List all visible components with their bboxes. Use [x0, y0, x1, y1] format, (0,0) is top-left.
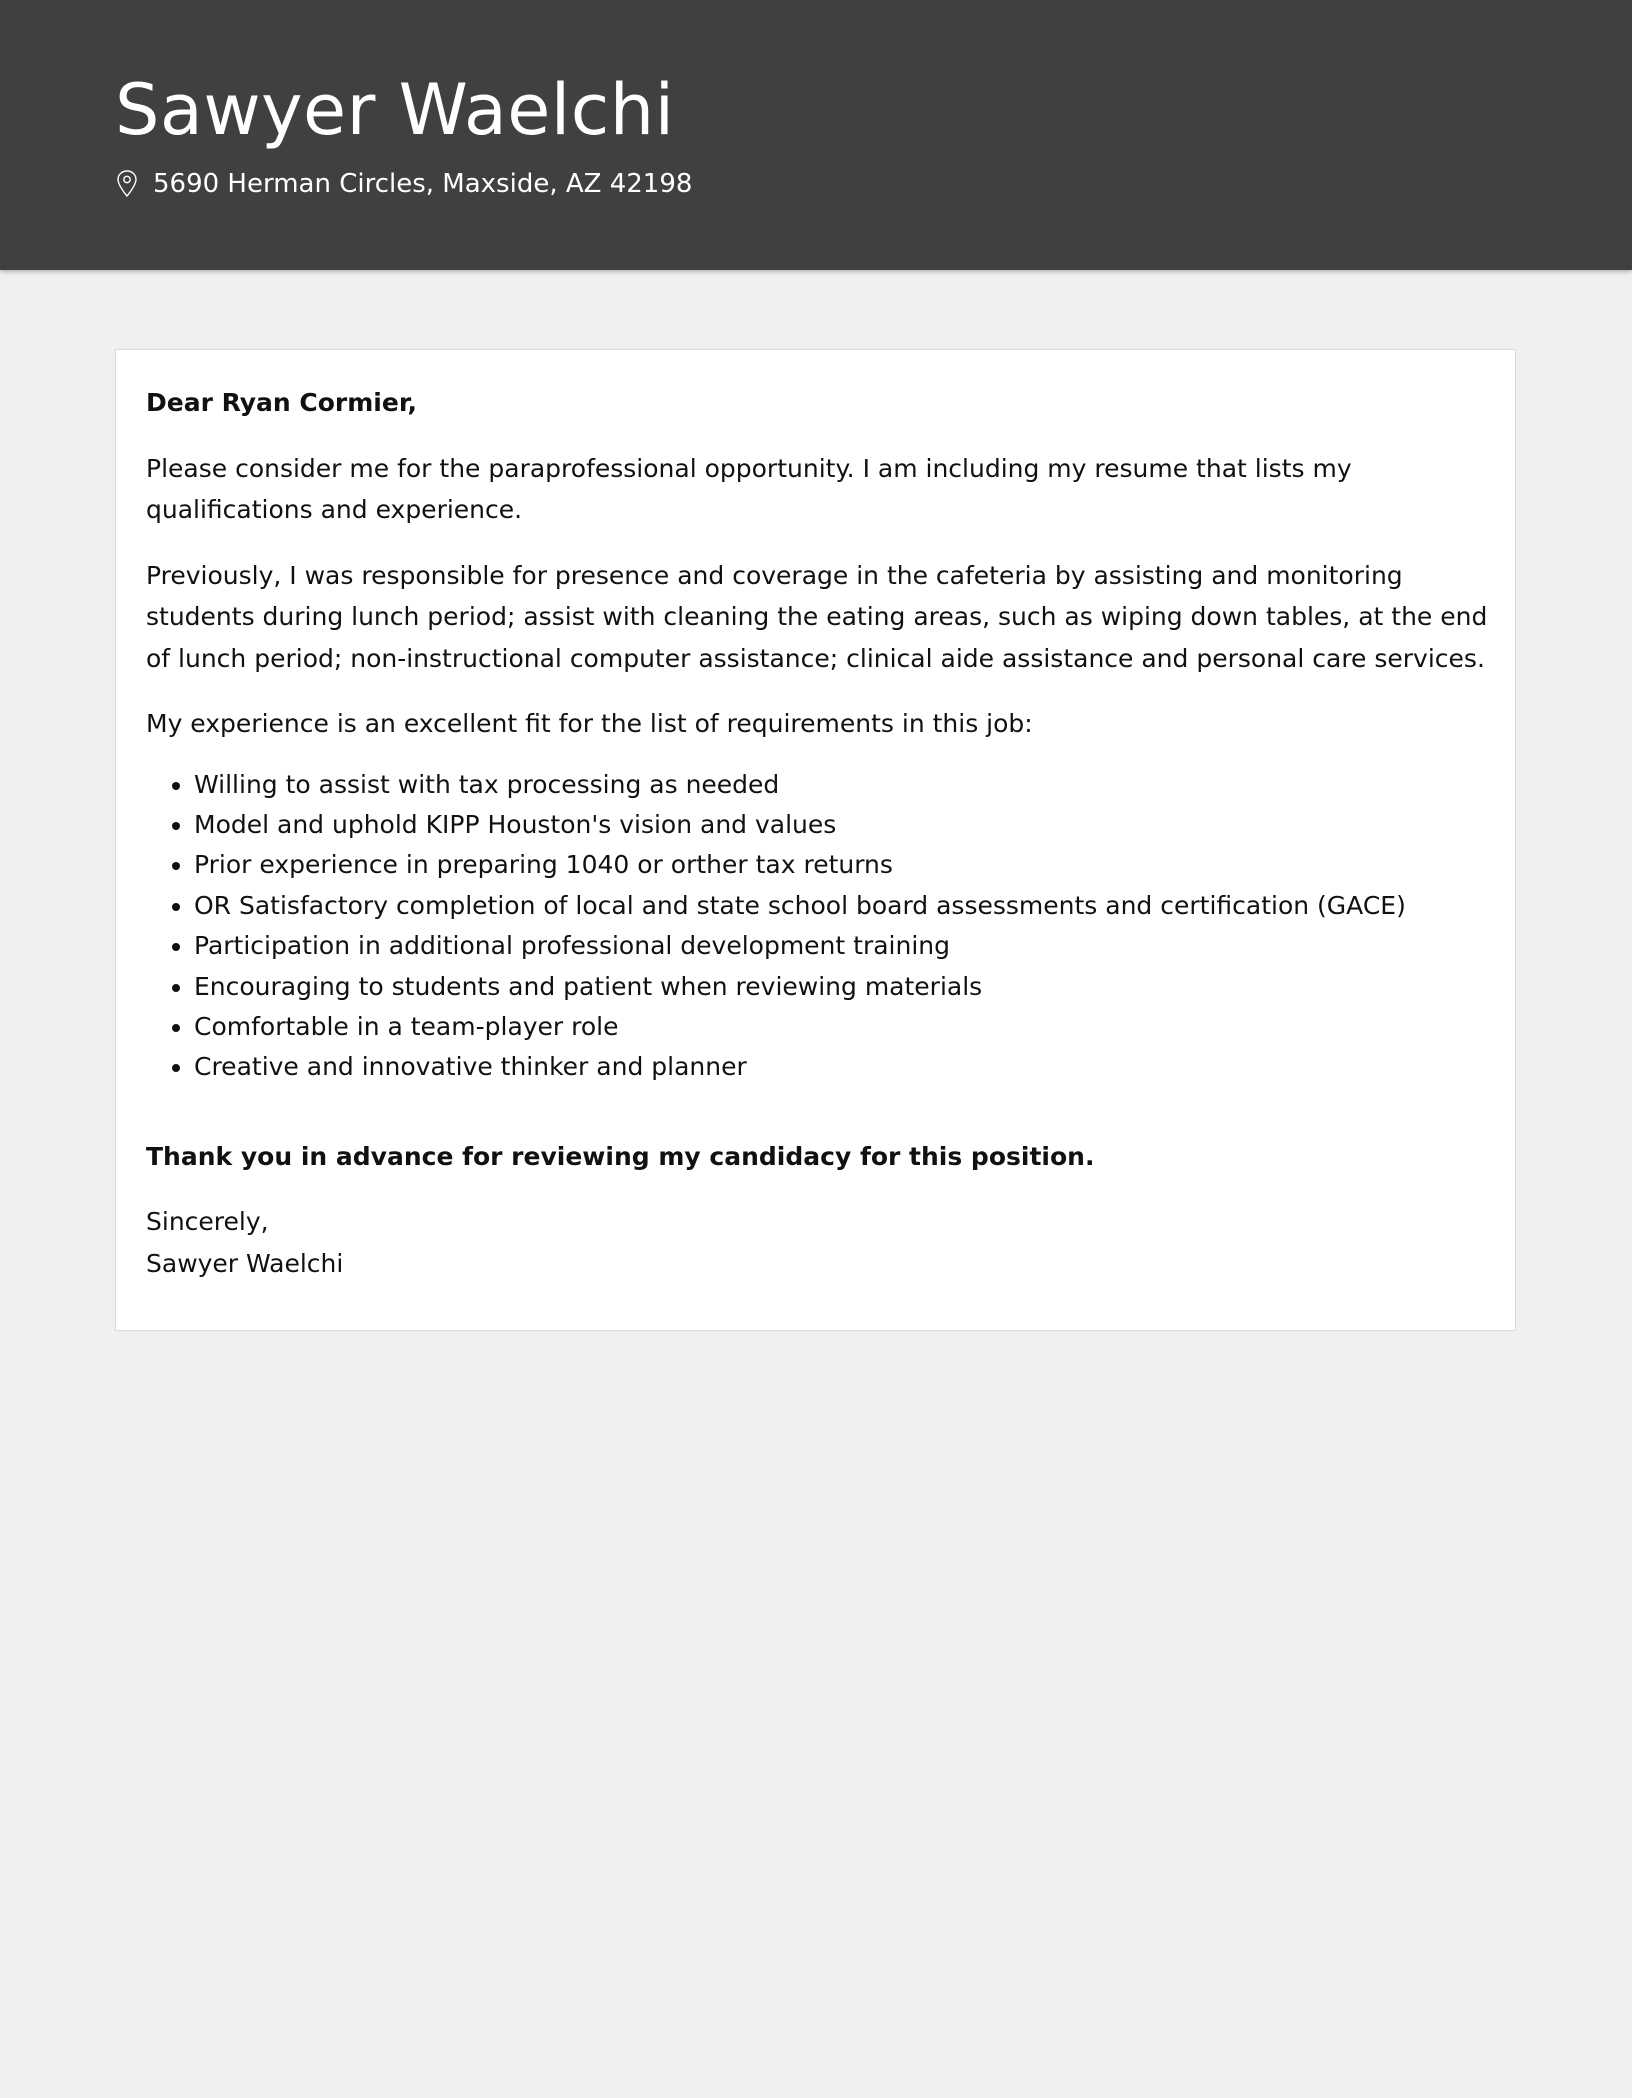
applicant-name: Sawyer Waelchi [115, 69, 675, 151]
list-item: • Prior experience in preparing 1040 or orther tax returns [194, 845, 1496, 885]
intro-paragraph: Please consider me for the paraprofessional opportunity. I am including my resume that lists my qualifications and experience. [146, 453, 1352, 524]
requirements-intro: My experience is an excellent fit for the list of requirements in this job: [146, 709, 1033, 738]
address-row [115, 166, 692, 202]
list-item: • Encouraging to students and patient when reviewing materials [194, 967, 1496, 1007]
list-item: • Model and uphold KIPP Houston's vision and values [194, 805, 1496, 845]
signoff-text: Sincerely, [146, 1207, 269, 1237]
requirements-list [146, 765, 1496, 1088]
list-item: • OR Satisfactory completion of local and state school board assessments and certification (GACE) [194, 886, 1496, 926]
signoff-block [146, 1201, 1496, 1284]
address-text: 5690 Herman Circles, Maxside, AZ 42198 [153, 169, 693, 199]
cover-letter-card [115, 349, 1516, 1331]
list-item: • Participation in additional professional development training [194, 926, 1496, 966]
signature-name: Sawyer Waelchi [146, 1248, 344, 1278]
closing-line: Thank you in advance for reviewing my candidacy for this position. [146, 1141, 1095, 1171]
experience-paragraph: Previously, I was responsible for presence and coverage in the cafeteria by assisting and monitoring students during lunch period; assist with cleaning the eating areas, such as wiping down tables, at the end of lunch period; non-instructional computer assistance; clinical aide assistance and personal care services. [146, 560, 1488, 673]
salutation: Dear Ryan Cormier, [146, 388, 417, 417]
list-item: • Comfortable in a team-player role [194, 1007, 1496, 1047]
list-item: • Creative and innovative thinker and planner [194, 1047, 1496, 1087]
header-banner [0, 0, 1632, 270]
location-pin-icon [115, 169, 139, 199]
list-item: • Willing to assist with tax processing as needed [194, 765, 1496, 805]
letter-body [146, 382, 1496, 1308]
